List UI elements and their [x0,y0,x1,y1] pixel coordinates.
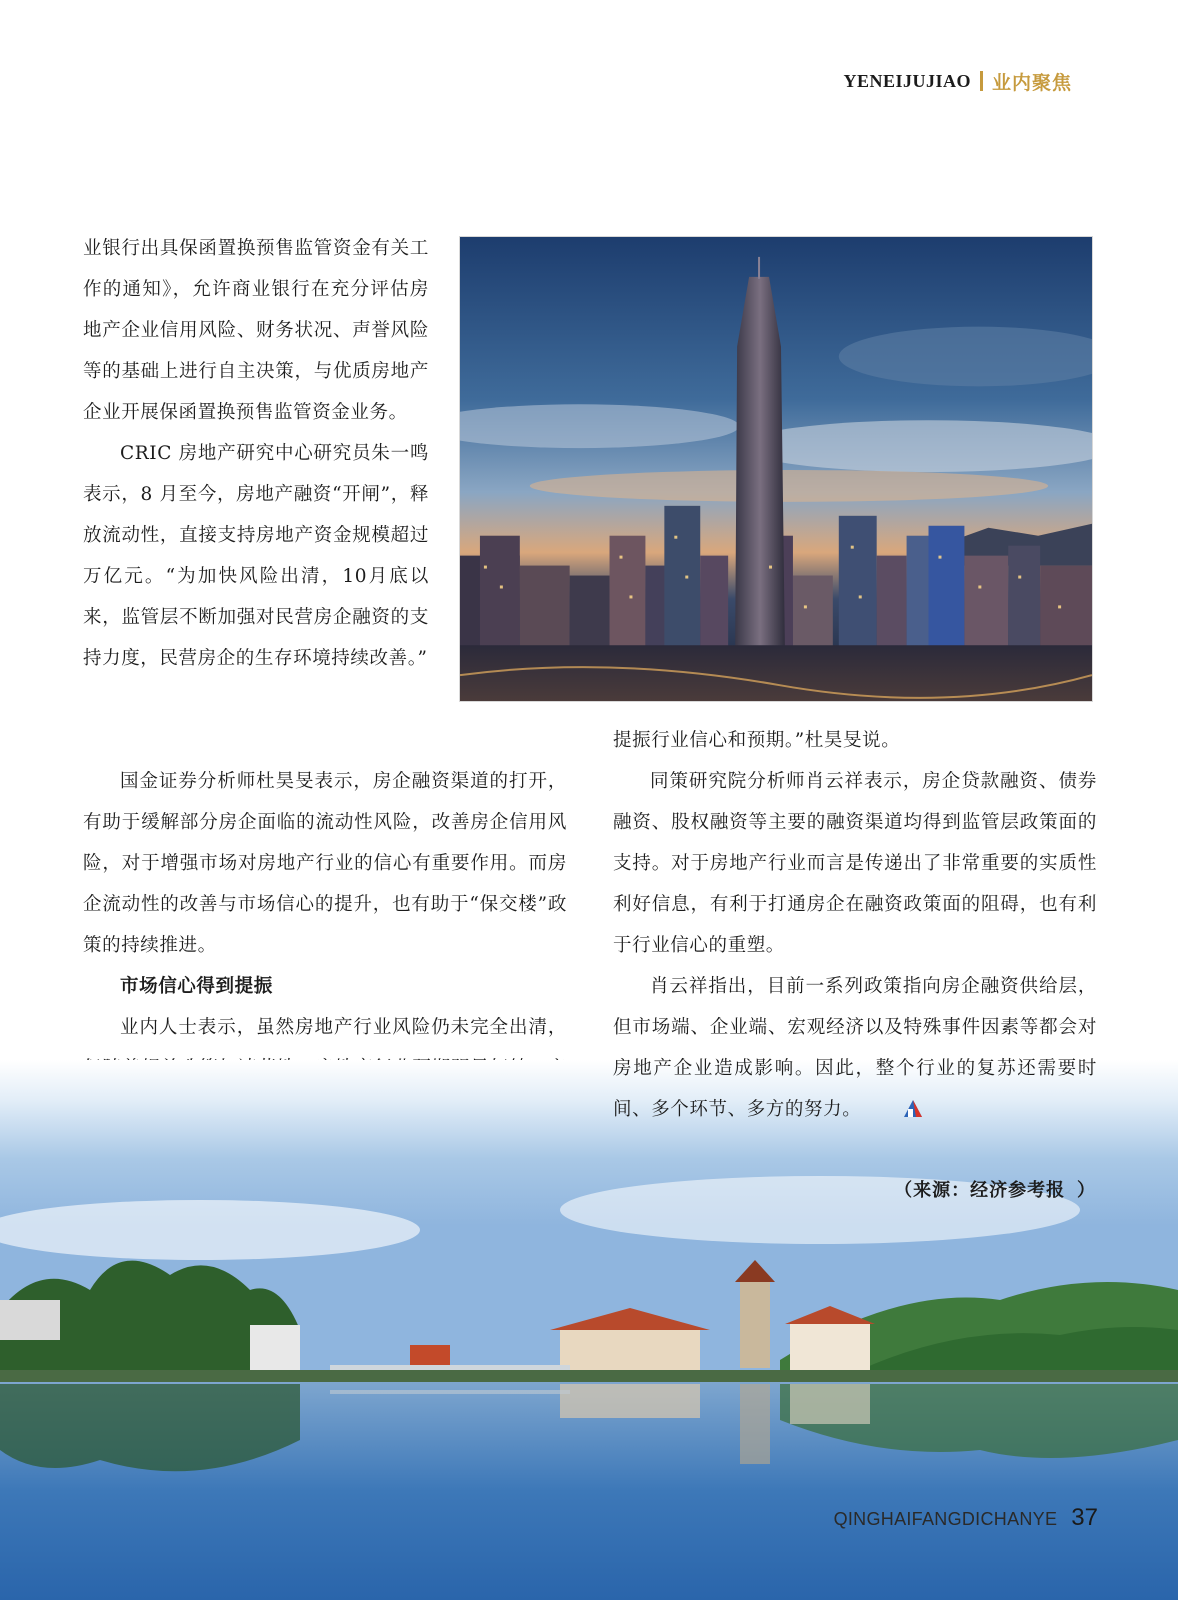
paragraph: 国金证券分析师杜昊旻表示，房企融资渠道的打开，有助于缓解部分房企面临的流动性风险，改善房企信用风险，对于增强市场对房地产行业的信心有重要作用。而房企流动性的改善与市场信心的提升，也有助于“保交楼”政策的持续推进。 [83,771,567,956]
section-subheading: 市场信心得到提振 [120,976,273,997]
city-skyline-photo [459,236,1093,702]
paragraph [613,966,1097,1130]
section-title-en: YENEIJUJIAO [843,70,971,91]
section-title-cn: 业内聚焦 [991,71,1072,94]
paragraph: 提振行业信心和预期。”杜昊旻说。 [613,730,901,751]
article-column-right [613,720,1097,1130]
magazine-name: QINGHAIFANGDICHANYE [833,1509,1058,1529]
paragraph: 业银行出具保函置换预售监管资金有关工作的通知》，允许商业银行在充分评估房地产企业信用风险、财务状况、声誉风险等的基础上进行自主决策，与优质房地产企业开展保函置换预售监管资金业务。 [83,238,429,423]
paragraph: 业内人士表示，虽然房地产行业风险仍未完全出清， [120,1017,567,1038]
paragraph: CRIC 房地产研究中心研究员朱一鸣表示，8 月至今，房地产融资“开闸”，释放流动性，直接支持房地产资金规模超过万亿元。“为加快风险出清，10月底以来，监管层不断加强对民营房企融资的支持力度，民营房企的生存环境持续改善。” [83,443,429,669]
magazine-logo-icon [865,1092,887,1112]
article-column-upper-left [83,228,429,679]
page-number: 37 [1071,1504,1098,1531]
header-divider [980,71,983,91]
paragraph-text: 肖云祥指出，目前一系列政策指向房企融资供给层，但市场端、企业端、宏观经济以及特殊事件因素等都会对房地产企业造成影响。因此，整个行业的复苏还需要时间、多个环节、多方的努力。 [613,976,1097,1120]
article-source: （来源：经济参考报 ） [894,1180,1096,1201]
paragraph: 同策研究院分析师肖云祥表示，房企贷款融资、债券融资、股权融资等主要的融资渠道均得到监管层政策面的支持。对于房地产行业而言是传递出了非常重要的实质性利好信息，有利于打通房企在融资政策面的阻碍，也有利于行业信心的重塑。 [613,771,1097,956]
page-header [843,66,1072,96]
page-footer [834,1504,1098,1532]
